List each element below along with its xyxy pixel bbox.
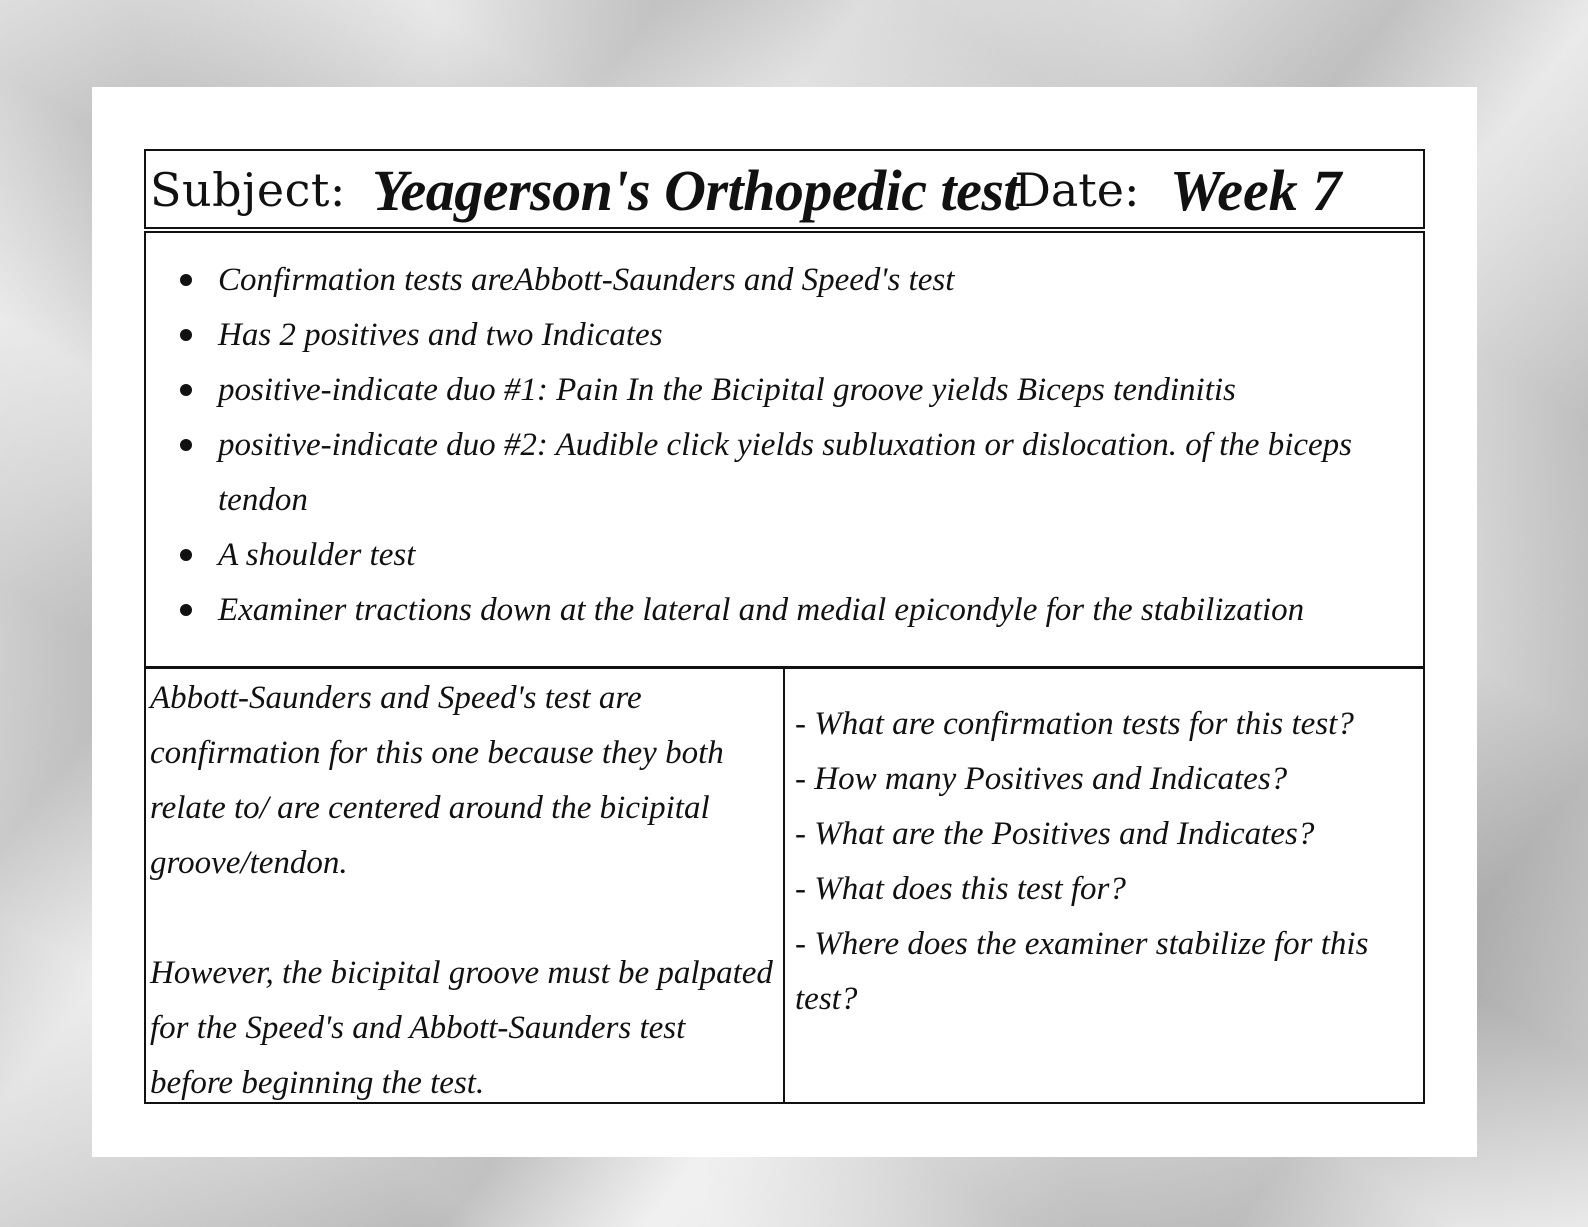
- bullet-dot-icon: [180, 329, 192, 341]
- question-item: - What are the Positives and Indicates?: [795, 816, 1315, 852]
- summary-paragraph-2: However, the bicipital groove must be palpated for the Speed's and Abbott-Saunders test before beginning the test.: [150, 955, 773, 1101]
- question-item: - What are confirmation tests for this test?: [795, 706, 1354, 742]
- bullet-dot-icon: [180, 549, 192, 561]
- bullet-text: positive-indicate duo #1: Pain In the Bicipital groove yields Biceps tendinitis: [218, 372, 1236, 408]
- summary-paragraph-1: Abbott-Saunders and Speed's test are confirmation for this one because they both relate to/ are centered around the bicipital groove/tendon.: [150, 680, 724, 881]
- questions-box: [783, 667, 1425, 1104]
- paragraph-spacer: [150, 891, 773, 946]
- header-box: [144, 149, 1425, 229]
- question-item: - Where does the examiner stabilize for this test?: [795, 926, 1369, 1017]
- bullet-text: Has 2 positives and two Indicates: [218, 317, 663, 353]
- bullet-text: Confirmation tests areAbbott-Saunders and Speed's test: [218, 262, 955, 298]
- subject-value: Yeagerson's Orthopedic test: [372, 158, 1020, 223]
- questions-list: [795, 697, 1373, 1027]
- bullet-item: [180, 253, 1383, 308]
- bullet-dot-icon: [180, 384, 192, 396]
- bullet-text: Examiner tractions down at the lateral and medial epicondyle for the stabilization: [218, 592, 1305, 628]
- bullet-text: A shoulder test: [218, 537, 416, 573]
- main-notes-box: [144, 231, 1425, 668]
- bullet-dot-icon: [180, 604, 192, 616]
- summary-box: [144, 667, 785, 1104]
- bullet-dot-icon: [180, 439, 192, 451]
- header-row: [146, 151, 1423, 227]
- bullet-item: [180, 308, 1383, 363]
- question-item: - What does this test for?: [795, 871, 1126, 907]
- bullet-text: positive-indicate duo #2: Audible click yields subluxation or dislocation. of the biceps tendon: [218, 427, 1353, 518]
- date-value: Week 7: [1170, 158, 1342, 223]
- bullet-item: [180, 528, 1383, 583]
- bullet-item: [180, 363, 1383, 418]
- bullet-dot-icon: [180, 274, 192, 286]
- summary-text: [150, 671, 773, 1111]
- question-item: - How many Positives and Indicates?: [795, 761, 1288, 797]
- bullet-item: [180, 418, 1383, 528]
- bullet-item: [180, 583, 1383, 638]
- date-label: Date:: [1014, 163, 1140, 217]
- subject-label: Subject:: [150, 163, 346, 217]
- bullet-list: [180, 253, 1383, 638]
